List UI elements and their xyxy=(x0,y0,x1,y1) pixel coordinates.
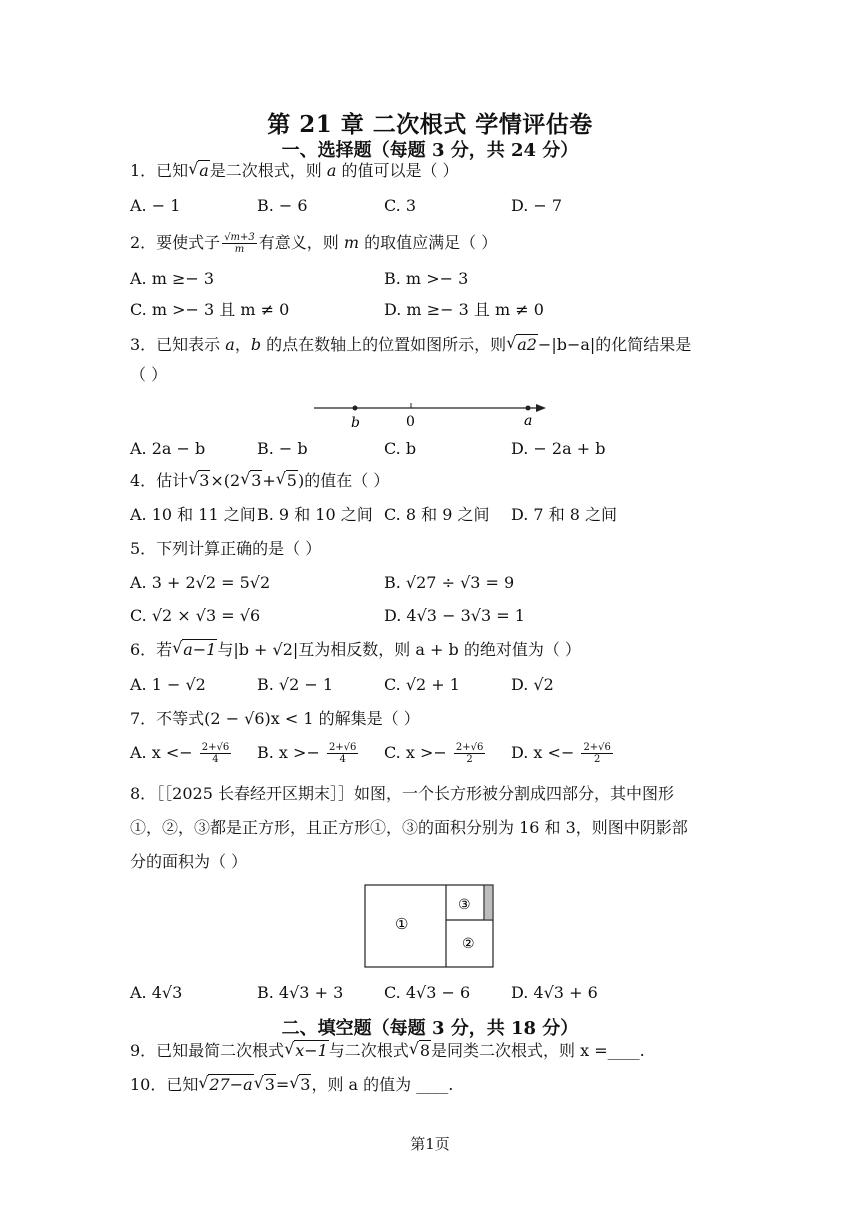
question-10 xyxy=(130,1074,453,1096)
question-9 xyxy=(130,1040,645,1062)
q3-pre: 3．已知表示 xyxy=(130,335,226,354)
q2-option-a: A. m ≥− 3 xyxy=(130,269,215,288)
page-number: 第1页 xyxy=(410,1135,450,1153)
q3-option-c: C. b xyxy=(384,439,417,458)
q1-option-a: A. − 1 xyxy=(130,196,181,215)
q1-option-b: B. − 6 xyxy=(257,196,308,215)
rectangle-figure xyxy=(364,882,496,970)
q4-option-b: B. 9 和 10 之间 xyxy=(257,505,373,524)
q2-option-d: D. m ≥− 3 且 m ≠ 0 xyxy=(384,300,544,319)
question-8-line-1: 8．［［2025 长春经开区期末］］如图，一个长方形被分割成四部分，其中图形 xyxy=(130,784,674,803)
q9-radical-1: √ x−1 xyxy=(284,1040,329,1062)
q10-eq: = xyxy=(275,1075,290,1094)
q6-radical: √ a−1 xyxy=(172,639,217,661)
q5-option-d: D. 4√3 − 3√3 = 1 xyxy=(384,606,525,625)
q1-option-d: D. − 7 xyxy=(511,196,563,215)
question-8-line-2: ①，②，③都是正方形，且正方形①，③的面积分别为 16 和 3，则图中阴影部 xyxy=(130,818,688,837)
q6-mid: 与|b + √2|互为相反数，则 a + b 的绝对值为（ ） xyxy=(217,640,581,659)
q4-expr-b: ×(2 xyxy=(210,471,241,490)
q7-option-c: C. x >− $\frac{2+√6}{2}$ xyxy=(384,742,484,765)
outer-rectangle xyxy=(365,885,493,967)
question-8-line-3: 分的面积为（ ） xyxy=(130,852,248,871)
q1-option-c: C. 3 xyxy=(384,196,417,215)
number-line-label-a: a xyxy=(524,413,533,429)
q9-radical-2: √ 8 xyxy=(409,1040,431,1062)
square-2-label: ② xyxy=(462,936,475,952)
q3-post: −|b−a|的化简结果是 xyxy=(537,335,692,354)
q3-option-b: B. − b xyxy=(257,439,308,458)
q4-option-a: A. 10 和 11 之间 xyxy=(130,505,256,524)
q10-radical-1: √ 27−a xyxy=(198,1074,253,1096)
q10-pre: 10．已知 xyxy=(130,1075,199,1094)
q3-comma: ， xyxy=(234,335,251,354)
q4-radical-1: √ 3 xyxy=(188,470,210,492)
q6-option-b: B. √2 − 1 xyxy=(257,675,334,694)
q8-option-a: A. 4√3 xyxy=(130,983,183,1002)
question-4 xyxy=(130,470,389,492)
q1-pre: 1．已知 xyxy=(130,161,189,180)
q5-option-a: A. 3 + 2√2 = 5√2 xyxy=(130,573,271,592)
exam-title: 第 21 章 二次根式 学情评估卷 xyxy=(267,111,593,138)
square-3-label: ③ xyxy=(458,897,471,913)
q2-var: m xyxy=(343,233,360,252)
section-choice-heading: 一、选择题（每题 3 分，共 24 分） xyxy=(281,140,579,161)
question-2 xyxy=(130,232,497,255)
q9-pre: 9．已知最简二次根式 xyxy=(130,1041,285,1060)
q4-option-d: D. 7 和 8 之间 xyxy=(511,505,618,524)
q4-post: 的值在（ ） xyxy=(304,471,390,490)
q3-b: b xyxy=(250,335,262,354)
q9-mid: 与二次根式 xyxy=(328,1041,409,1060)
q10-post: ，则 a 的值为 ____. xyxy=(311,1075,454,1094)
q6-option-c: C. √2 + 1 xyxy=(384,675,460,694)
q1-var: a xyxy=(326,161,337,180)
q7-option-d: D. x <− $\frac{2+√6}{2}$ xyxy=(511,742,611,765)
q1-radical: √ a xyxy=(188,160,210,182)
q3-radical: √ a2 xyxy=(506,334,538,356)
q2-fraction: $\frac{√m+3}{m}$ xyxy=(224,232,255,255)
q1-post2: 的值可以是（ ） xyxy=(336,161,459,180)
q6-option-d: D. √2 xyxy=(511,675,554,694)
q3-option-d: D. − 2a + b xyxy=(511,439,606,458)
question-1 xyxy=(130,160,459,182)
q10-radical-2: √ 3 xyxy=(254,1074,276,1096)
shaded-region xyxy=(484,885,493,920)
q2-option-c: C. m >− 3 且 m ≠ 0 xyxy=(130,300,290,319)
q3-option-a: A. 2a − b xyxy=(130,439,206,458)
q8-option-b: B. 4√3 + 3 xyxy=(257,983,344,1002)
question-6 xyxy=(130,639,581,661)
q4-option-c: C. 8 和 9 之间 xyxy=(384,505,490,524)
q4-expr-f: ) xyxy=(297,471,305,490)
q2-post: 有意义，则 xyxy=(258,233,344,252)
q5-option-c: C. √2 × √3 = √6 xyxy=(130,606,261,625)
q6-pre: 6．若 xyxy=(130,640,173,659)
number-line-label-0: 0 xyxy=(406,414,415,430)
q2-post2: 的取值应满足（ ） xyxy=(359,233,498,252)
number-line-label-b: b xyxy=(351,415,360,431)
q3-a: a xyxy=(225,335,235,354)
q8-option-d: D. 4√3 + 6 xyxy=(511,983,598,1002)
number-line-point-a xyxy=(526,406,531,411)
q4-expr-d: + xyxy=(262,471,276,490)
number-line-arrow xyxy=(536,404,546,412)
number-line-figure xyxy=(310,398,550,432)
q2-option-b: B. m >− 3 xyxy=(384,269,469,288)
q4-radical-3: √ 5 xyxy=(276,470,298,492)
q8-option-c: C. 4√3 − 6 xyxy=(384,983,471,1002)
q7-option-b: B. x >− $\frac{2+√6}{4}$ xyxy=(257,742,357,765)
q7-option-a: A. x <− $\frac{2+√6}{4}$ xyxy=(130,742,230,765)
square-1-label: ① xyxy=(395,915,409,933)
section-fill-heading: 二、填空题（每题 3 分，共 18 分） xyxy=(281,1018,579,1039)
q4-radical-2: √ 3 xyxy=(240,470,262,492)
q5-option-b: B. √27 ÷ √3 = 9 xyxy=(384,573,515,592)
q3-mid: 的点在数轴上的位置如图所示，则 xyxy=(261,335,507,354)
q1-post1: 是二次根式，则 xyxy=(209,161,327,180)
number-line-point-b xyxy=(353,406,358,411)
q4-pre: 4．估计 xyxy=(130,471,189,490)
q9-post: 是同类二次根式，则 x =____. xyxy=(431,1041,645,1060)
question-5: 5．下列计算正确的是（ ） xyxy=(130,539,322,558)
q6-option-a: A. 1 − √2 xyxy=(130,675,206,694)
question-3 xyxy=(130,334,691,356)
q10-radical-3: √ 3 xyxy=(289,1074,311,1096)
q2-pre: 2．要使式子 xyxy=(130,233,221,252)
question-7: 7．不等式(2 − √6)x < 1 的解集是（ ） xyxy=(130,709,420,728)
q3-paren: （ ） xyxy=(130,365,168,384)
